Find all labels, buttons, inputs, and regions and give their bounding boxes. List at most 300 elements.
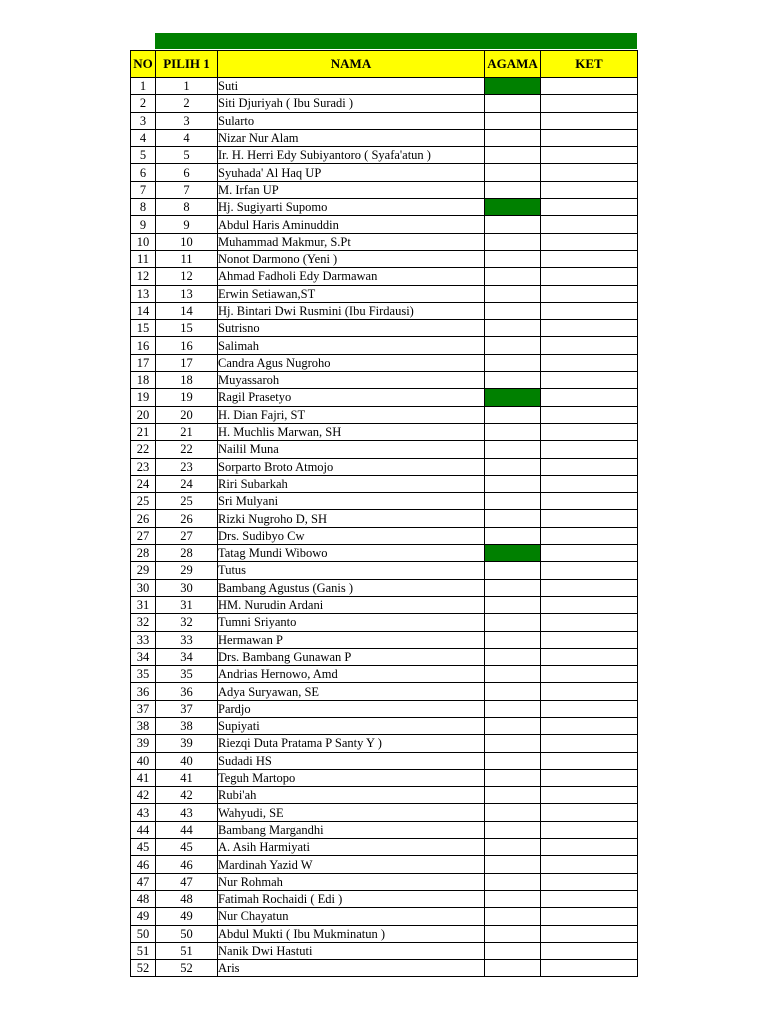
cell-no[interactable]: 8 (131, 199, 156, 216)
cell-ket[interactable] (541, 441, 638, 458)
table-row (131, 95, 638, 112)
cell-no[interactable]: 12 (131, 268, 156, 285)
cell-agama[interactable] (485, 475, 541, 492)
table-row (131, 873, 638, 890)
cell-no[interactable]: 32 (131, 614, 156, 631)
cell-ket[interactable] (541, 596, 638, 613)
table-row (131, 717, 638, 734)
cell-ket[interactable] (541, 614, 638, 631)
cell-pilih[interactable]: 8 (156, 199, 218, 216)
cell-agama[interactable] (485, 666, 541, 683)
table-row (131, 423, 638, 440)
table-row (131, 441, 638, 458)
header-no[interactable]: NO (131, 51, 156, 78)
cell-ket[interactable] (541, 406, 638, 423)
cell-agama[interactable] (485, 441, 541, 458)
table-row (131, 735, 638, 752)
cell-ket[interactable] (541, 233, 638, 250)
table-row (131, 337, 638, 354)
cell-nama[interactable]: A. Asih Harmiyati (218, 839, 485, 856)
cell-no[interactable]: 34 (131, 648, 156, 665)
cell-nama[interactable]: Nur Chayatun (218, 908, 485, 925)
cell-pilih[interactable]: 12 (156, 268, 218, 285)
cell-ket[interactable] (541, 839, 638, 856)
cell-no[interactable]: 4 (131, 129, 156, 146)
cell-no[interactable]: 35 (131, 666, 156, 683)
cell-nama[interactable]: Suti (218, 78, 485, 95)
cell-no[interactable]: 19 (131, 389, 156, 406)
cell-pilih[interactable]: 9 (156, 216, 218, 233)
cell-agama[interactable] (485, 285, 541, 302)
cell-nama[interactable]: Nonot Darmono (Yeni ) (218, 250, 485, 267)
cell-ket[interactable] (541, 908, 638, 925)
cell-no[interactable]: 20 (131, 406, 156, 423)
cell-nama[interactable]: Salimah (218, 337, 485, 354)
cell-nama[interactable]: Tutus (218, 562, 485, 579)
cell-ket[interactable] (541, 735, 638, 752)
cell-pilih[interactable]: 21 (156, 423, 218, 440)
cell-nama[interactable]: Bambang Agustus (Ganis ) (218, 579, 485, 596)
cell-ket[interactable] (541, 95, 638, 112)
cell-nama[interactable]: Supiyati (218, 717, 485, 734)
cell-pilih[interactable]: 40 (156, 752, 218, 769)
cell-agama[interactable] (485, 596, 541, 613)
cell-nama[interactable]: Hj. Sugiyarti Supomo (218, 199, 485, 216)
cell-nama[interactable]: Andrias Hernowo, Amd (218, 666, 485, 683)
cell-pilih[interactable]: 10 (156, 233, 218, 250)
cell-pilih[interactable]: 33 (156, 631, 218, 648)
table-row (131, 389, 638, 406)
cell-agama-marked[interactable] (485, 545, 541, 562)
cell-agama[interactable] (485, 908, 541, 925)
cell-no[interactable]: 2 (131, 95, 156, 112)
cell-agama[interactable] (485, 579, 541, 596)
cell-ket[interactable] (541, 302, 638, 319)
cell-agama[interactable] (485, 752, 541, 769)
cell-pilih[interactable]: 26 (156, 510, 218, 527)
cell-no[interactable]: 40 (131, 752, 156, 769)
cell-ket[interactable] (541, 752, 638, 769)
cell-agama[interactable] (485, 700, 541, 717)
cell-ket[interactable] (541, 683, 638, 700)
cell-pilih[interactable]: 23 (156, 458, 218, 475)
cell-no[interactable]: 45 (131, 839, 156, 856)
cell-ket[interactable] (541, 423, 638, 440)
cell-nama[interactable]: Siti Djuriyah ( Ibu Suradi ) (218, 95, 485, 112)
cell-agama[interactable] (485, 839, 541, 856)
table-row (131, 164, 638, 181)
cell-agama-marked[interactable] (485, 78, 541, 95)
cell-no[interactable]: 18 (131, 372, 156, 389)
cell-nama[interactable]: Muyassaroh (218, 372, 485, 389)
header-ket[interactable]: KET (541, 51, 638, 78)
cell-nama[interactable]: Abdul Mukti ( Ibu Mukminatun ) (218, 925, 485, 942)
cell-no[interactable]: 33 (131, 631, 156, 648)
cell-no[interactable]: 3 (131, 112, 156, 129)
table-body (131, 78, 638, 977)
cell-nama[interactable]: Tumni Sriyanto (218, 614, 485, 631)
cell-no[interactable]: 51 (131, 942, 156, 959)
cell-nama[interactable]: Riezqi Duta Pratama P Santy Y ) (218, 735, 485, 752)
cell-nama[interactable]: Sutrisno (218, 320, 485, 337)
cell-agama[interactable] (485, 942, 541, 959)
cell-no[interactable]: 47 (131, 873, 156, 890)
cell-pilih[interactable]: 49 (156, 908, 218, 925)
cell-nama[interactable]: Mardinah Yazid W (218, 856, 485, 873)
table-row (131, 268, 638, 285)
cell-no[interactable]: 39 (131, 735, 156, 752)
cell-no[interactable]: 49 (131, 908, 156, 925)
cell-pilih[interactable]: 39 (156, 735, 218, 752)
cell-no[interactable]: 24 (131, 475, 156, 492)
cell-agama[interactable] (485, 856, 541, 873)
cell-agama[interactable] (485, 873, 541, 890)
cell-pilih[interactable]: 6 (156, 164, 218, 181)
table-row (131, 821, 638, 838)
cell-pilih[interactable]: 29 (156, 562, 218, 579)
cell-pilih[interactable]: 52 (156, 960, 218, 977)
header-pilih[interactable]: PILIH 1 (156, 51, 218, 78)
cell-pilih[interactable]: 37 (156, 700, 218, 717)
table-row (131, 302, 638, 319)
table-row (131, 233, 638, 250)
cell-ket[interactable] (541, 216, 638, 233)
cell-ket[interactable] (541, 925, 638, 942)
cell-ket[interactable] (541, 562, 638, 579)
cell-nama[interactable]: Sularto (218, 112, 485, 129)
table-row (131, 666, 638, 683)
cell-agama[interactable] (485, 250, 541, 267)
cell-nama[interactable]: Sri Mulyani (218, 493, 485, 510)
cell-agama[interactable] (485, 320, 541, 337)
cell-pilih[interactable]: 22 (156, 441, 218, 458)
cell-agama[interactable] (485, 268, 541, 285)
cell-pilih[interactable]: 25 (156, 493, 218, 510)
cell-agama[interactable] (485, 216, 541, 233)
cell-nama[interactable]: Abdul Haris Aminuddin (218, 216, 485, 233)
cell-nama[interactable]: Aris (218, 960, 485, 977)
cell-agama[interactable] (485, 960, 541, 977)
table-row (131, 648, 638, 665)
table-row (131, 787, 638, 804)
cell-pilih[interactable]: 17 (156, 354, 218, 371)
participant-table (130, 50, 638, 977)
cell-no[interactable]: 1 (131, 78, 156, 95)
cell-agama[interactable] (485, 302, 541, 319)
cell-pilih[interactable]: 45 (156, 839, 218, 856)
cell-ket[interactable] (541, 527, 638, 544)
cell-no[interactable]: 52 (131, 960, 156, 977)
cell-agama[interactable] (485, 458, 541, 475)
cell-ket[interactable] (541, 372, 638, 389)
cell-nama[interactable]: Rizki Nugroho D, SH (218, 510, 485, 527)
cell-nama[interactable]: Nizar Nur Alam (218, 129, 485, 146)
cell-no[interactable]: 26 (131, 510, 156, 527)
cell-ket[interactable] (541, 856, 638, 873)
cell-pilih[interactable]: 3 (156, 112, 218, 129)
cell-agama[interactable] (485, 648, 541, 665)
cell-no[interactable]: 31 (131, 596, 156, 613)
cell-no[interactable]: 22 (131, 441, 156, 458)
table-row (131, 406, 638, 423)
cell-nama[interactable]: Syuhada' Al Haq UP (218, 164, 485, 181)
cell-no[interactable]: 50 (131, 925, 156, 942)
cell-no[interactable]: 48 (131, 890, 156, 907)
cell-no[interactable]: 38 (131, 717, 156, 734)
cell-agama[interactable] (485, 95, 541, 112)
cell-pilih[interactable]: 1 (156, 78, 218, 95)
cell-nama[interactable]: Hj. Bintari Dwi Rusmini (Ibu Firdausi) (218, 302, 485, 319)
cell-nama[interactable]: Ahmad Fadholi Edy Darmawan (218, 268, 485, 285)
cell-nama[interactable]: Candra Agus Nugroho (218, 354, 485, 371)
table-row (131, 545, 638, 562)
cell-nama[interactable]: Nailil Muna (218, 441, 485, 458)
cell-pilih[interactable]: 11 (156, 250, 218, 267)
cell-no[interactable]: 25 (131, 493, 156, 510)
cell-pilih[interactable]: 5 (156, 147, 218, 164)
cell-nama[interactable]: Drs. Sudibyo Cw (218, 527, 485, 544)
cell-agama[interactable] (485, 372, 541, 389)
cell-nama[interactable]: Teguh Martopo (218, 769, 485, 786)
cell-nama[interactable]: Rubi'ah (218, 787, 485, 804)
cell-pilih[interactable]: 48 (156, 890, 218, 907)
cell-no[interactable]: 28 (131, 545, 156, 562)
cell-no[interactable]: 37 (131, 700, 156, 717)
cell-nama[interactable]: HM. Nurudin Ardani (218, 596, 485, 613)
cell-ket[interactable] (541, 545, 638, 562)
cell-nama[interactable]: Riri Subarkah (218, 475, 485, 492)
cell-no[interactable]: 7 (131, 181, 156, 198)
cell-no[interactable]: 41 (131, 769, 156, 786)
cell-ket[interactable] (541, 960, 638, 977)
cell-no[interactable]: 15 (131, 320, 156, 337)
cell-agama[interactable] (485, 925, 541, 942)
cell-nama[interactable]: Muhammad Makmur, S.Pt (218, 233, 485, 250)
cell-pilih[interactable]: 43 (156, 804, 218, 821)
cell-pilih[interactable]: 34 (156, 648, 218, 665)
cell-nama[interactable]: Fatimah Rochaidi ( Edi ) (218, 890, 485, 907)
cell-pilih[interactable]: 28 (156, 545, 218, 562)
cell-ket[interactable] (541, 199, 638, 216)
cell-pilih[interactable]: 51 (156, 942, 218, 959)
cell-no[interactable]: 36 (131, 683, 156, 700)
cell-pilih[interactable]: 32 (156, 614, 218, 631)
cell-nama[interactable]: Nur Rohmah (218, 873, 485, 890)
cell-ket[interactable] (541, 821, 638, 838)
cell-nama[interactable]: Adya Suryawan, SE (218, 683, 485, 700)
cell-ket[interactable] (541, 804, 638, 821)
cell-pilih[interactable]: 31 (156, 596, 218, 613)
cell-pilih[interactable]: 20 (156, 406, 218, 423)
cell-no[interactable]: 11 (131, 250, 156, 267)
cell-ket[interactable] (541, 112, 638, 129)
cell-nama[interactable]: Nanik Dwi Hastuti (218, 942, 485, 959)
table-row (131, 199, 638, 216)
table-row (131, 562, 638, 579)
cell-ket[interactable] (541, 337, 638, 354)
cell-ket[interactable] (541, 250, 638, 267)
cell-nama[interactable]: Hermawan P (218, 631, 485, 648)
cell-ket[interactable] (541, 717, 638, 734)
cell-nama[interactable]: Ir. H. Herri Edy Subiyantoro ( Syafa'atun ) (218, 147, 485, 164)
cell-pilih[interactable]: 30 (156, 579, 218, 596)
cell-no[interactable]: 44 (131, 821, 156, 838)
cell-pilih[interactable]: 4 (156, 129, 218, 146)
cell-no[interactable]: 13 (131, 285, 156, 302)
cell-agama[interactable] (485, 164, 541, 181)
cell-ket[interactable] (541, 129, 638, 146)
cell-agama[interactable] (485, 614, 541, 631)
cell-agama[interactable] (485, 787, 541, 804)
cell-agama[interactable] (485, 804, 541, 821)
cell-agama[interactable] (485, 181, 541, 198)
cell-no[interactable]: 42 (131, 787, 156, 804)
cell-nama[interactable]: Ragil Prasetyo (218, 389, 485, 406)
cell-pilih[interactable]: 14 (156, 302, 218, 319)
cell-agama-marked[interactable] (485, 199, 541, 216)
cell-ket[interactable] (541, 147, 638, 164)
cell-agama[interactable] (485, 406, 541, 423)
cell-pilih[interactable]: 2 (156, 95, 218, 112)
cell-ket[interactable] (541, 890, 638, 907)
cell-no[interactable]: 23 (131, 458, 156, 475)
cell-pilih[interactable]: 7 (156, 181, 218, 198)
cell-ket[interactable] (541, 458, 638, 475)
cell-no[interactable]: 10 (131, 233, 156, 250)
table-row (131, 129, 638, 146)
cell-ket[interactable] (541, 769, 638, 786)
cell-agama[interactable] (485, 510, 541, 527)
cell-ket[interactable] (541, 873, 638, 890)
cell-nama[interactable]: Bambang Margandhi (218, 821, 485, 838)
cell-no[interactable]: 30 (131, 579, 156, 596)
cell-ket[interactable] (541, 164, 638, 181)
cell-ket[interactable] (541, 354, 638, 371)
cell-pilih[interactable]: 38 (156, 717, 218, 734)
cell-agama-marked[interactable] (485, 389, 541, 406)
cell-ket[interactable] (541, 389, 638, 406)
cell-ket[interactable] (541, 700, 638, 717)
cell-nama[interactable]: H. Dian Fajri, ST (218, 406, 485, 423)
cell-agama[interactable] (485, 147, 541, 164)
cell-ket[interactable] (541, 648, 638, 665)
cell-nama[interactable]: M. Irfan UP (218, 181, 485, 198)
cell-ket[interactable] (541, 579, 638, 596)
cell-agama[interactable] (485, 683, 541, 700)
cell-pilih[interactable]: 42 (156, 787, 218, 804)
cell-no[interactable]: 46 (131, 856, 156, 873)
cell-agama[interactable] (485, 354, 541, 371)
cell-pilih[interactable]: 41 (156, 769, 218, 786)
table-row (131, 458, 638, 475)
cell-agama[interactable] (485, 129, 541, 146)
cell-nama[interactable]: Pardjo (218, 700, 485, 717)
cell-agama[interactable] (485, 735, 541, 752)
table-row (131, 493, 638, 510)
table-row (131, 804, 638, 821)
cell-ket[interactable] (541, 787, 638, 804)
table-row (131, 700, 638, 717)
cell-pilih[interactable]: 19 (156, 389, 218, 406)
cell-ket[interactable] (541, 78, 638, 95)
green-header-bar (155, 33, 637, 49)
header-agama[interactable]: AGAMA (485, 51, 541, 78)
cell-agama[interactable] (485, 337, 541, 354)
cell-agama[interactable] (485, 233, 541, 250)
cell-agama[interactable] (485, 112, 541, 129)
cell-pilih[interactable]: 24 (156, 475, 218, 492)
cell-no[interactable]: 16 (131, 337, 156, 354)
cell-no[interactable]: 6 (131, 164, 156, 181)
cell-agama[interactable] (485, 890, 541, 907)
cell-pilih[interactable]: 36 (156, 683, 218, 700)
table-row (131, 147, 638, 164)
cell-pilih[interactable]: 18 (156, 372, 218, 389)
cell-no[interactable]: 9 (131, 216, 156, 233)
cell-agama[interactable] (485, 562, 541, 579)
cell-no[interactable]: 43 (131, 804, 156, 821)
cell-ket[interactable] (541, 268, 638, 285)
cell-agama[interactable] (485, 493, 541, 510)
cell-ket[interactable] (541, 475, 638, 492)
cell-no[interactable]: 5 (131, 147, 156, 164)
cell-agama[interactable] (485, 769, 541, 786)
cell-pilih[interactable]: 13 (156, 285, 218, 302)
table-row (131, 908, 638, 925)
header-nama[interactable]: NAMA (218, 51, 485, 78)
cell-no[interactable]: 29 (131, 562, 156, 579)
cell-pilih[interactable]: 27 (156, 527, 218, 544)
cell-no[interactable]: 21 (131, 423, 156, 440)
cell-nama[interactable]: Sorparto Broto Atmojo (218, 458, 485, 475)
cell-ket[interactable] (541, 631, 638, 648)
cell-agama[interactable] (485, 527, 541, 544)
cell-no[interactable]: 27 (131, 527, 156, 544)
cell-ket[interactable] (541, 493, 638, 510)
cell-ket[interactable] (541, 181, 638, 198)
cell-pilih[interactable]: 35 (156, 666, 218, 683)
cell-nama[interactable]: Sudadi HS (218, 752, 485, 769)
cell-no[interactable]: 17 (131, 354, 156, 371)
cell-no[interactable]: 14 (131, 302, 156, 319)
cell-agama[interactable] (485, 821, 541, 838)
cell-pilih[interactable]: 50 (156, 925, 218, 942)
cell-ket[interactable] (541, 666, 638, 683)
cell-nama[interactable]: Erwin Setiawan,ST (218, 285, 485, 302)
cell-nama[interactable]: H. Muchlis Marwan, SH (218, 423, 485, 440)
cell-agama[interactable] (485, 423, 541, 440)
cell-agama[interactable] (485, 631, 541, 648)
table-row (131, 475, 638, 492)
table-row (131, 596, 638, 613)
cell-ket[interactable] (541, 285, 638, 302)
table-row (131, 372, 638, 389)
cell-ket[interactable] (541, 510, 638, 527)
table-row (131, 354, 638, 371)
cell-ket[interactable] (541, 320, 638, 337)
cell-pilih[interactable]: 47 (156, 873, 218, 890)
cell-pilih[interactable]: 46 (156, 856, 218, 873)
cell-agama[interactable] (485, 717, 541, 734)
cell-pilih[interactable]: 44 (156, 821, 218, 838)
cell-ket[interactable] (541, 942, 638, 959)
cell-nama[interactable]: Wahyudi, SE (218, 804, 485, 821)
cell-pilih[interactable]: 16 (156, 337, 218, 354)
cell-nama[interactable]: Drs. Bambang Gunawan P (218, 648, 485, 665)
cell-pilih[interactable]: 15 (156, 320, 218, 337)
cell-nama[interactable]: Tatag Mundi Wibowo (218, 545, 485, 562)
table-row (131, 181, 638, 198)
